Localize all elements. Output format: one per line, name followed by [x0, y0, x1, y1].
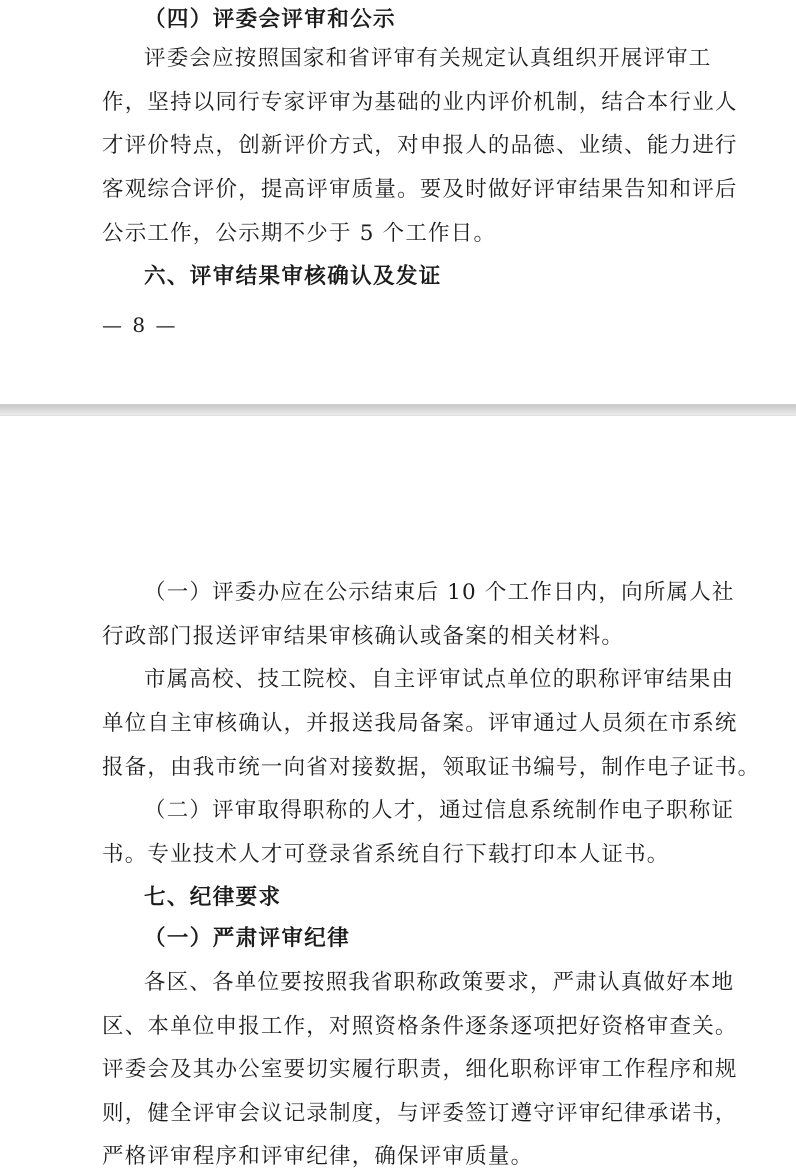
paragraph-line: 则，健全评审会议记录制度，与评委签订遵守评审纪律承诺书，: [102, 1101, 738, 1126]
paragraph-line: 评委会应按照国家和省评审有关规定认真组织开展评审工: [144, 46, 712, 71]
paragraph-line: 区、本单位申报工作，对照资格条件逐条逐项把好资格审查关。: [102, 1014, 738, 1039]
paragraph-line: 行政部门报送评审结果审核确认或备案的相关材料。: [102, 624, 625, 649]
page-separator: [0, 405, 796, 415]
chapter-heading-seven: 七、纪律要求: [144, 885, 282, 910]
paragraph-line: 客观综合评价，提高评审质量。要及时做好评审结果告知和评后: [102, 177, 738, 202]
chapter-heading-six: 六、评审结果审核确认及发证: [144, 264, 442, 289]
page-number: — 8 —: [102, 313, 178, 337]
paragraph-line: 书。专业技术人才可登录省系统自行下载打印本人证书。: [102, 842, 670, 867]
paragraph-line: （一）评委办应在公示结束后 10 个工作日内，向所属人社: [144, 580, 735, 605]
paragraph-line: 单位自主审核确认，并报送我局备案。评审通过人员须在市系统: [102, 711, 738, 736]
section-heading-evaluation-publicity: （四）评委会评审和公示: [144, 7, 396, 32]
document-page-8: [0, 0, 796, 405]
paragraph-line: 报备，由我市统一向省对接数据，领取证书编号，制作电子证书。: [102, 755, 761, 780]
section-heading-discipline: （一）严肃评审纪律: [144, 926, 351, 951]
paragraph-line: 严格评审程序和评审纪律，确保评审质量。: [102, 1144, 534, 1169]
paragraph-line: 评委会及其办公室要切实履行职责，细化职称评审工作程序和规: [102, 1057, 738, 1082]
paragraph-line: 作，坚持以同行专家评审为基础的业内评价机制，结合本行业人: [102, 90, 738, 115]
paragraph-line: 市属高校、技工院校、自主评审试点单位的职称评审结果由: [144, 667, 735, 692]
paragraph-line: （二）评审取得职称的人才，通过信息系统制作电子职称证: [144, 798, 735, 823]
paragraph-line: 各区、各单位要按照我省职称政策要求，严肃认真做好本地: [144, 970, 735, 995]
paragraph-line: 公示工作，公示期不少于 5 个工作日。: [102, 221, 497, 246]
paragraph-line: 才评价特点，创新评价方式，对申报人的品德、业绩、能力进行: [102, 133, 738, 158]
document-page-9: [0, 415, 796, 1173]
